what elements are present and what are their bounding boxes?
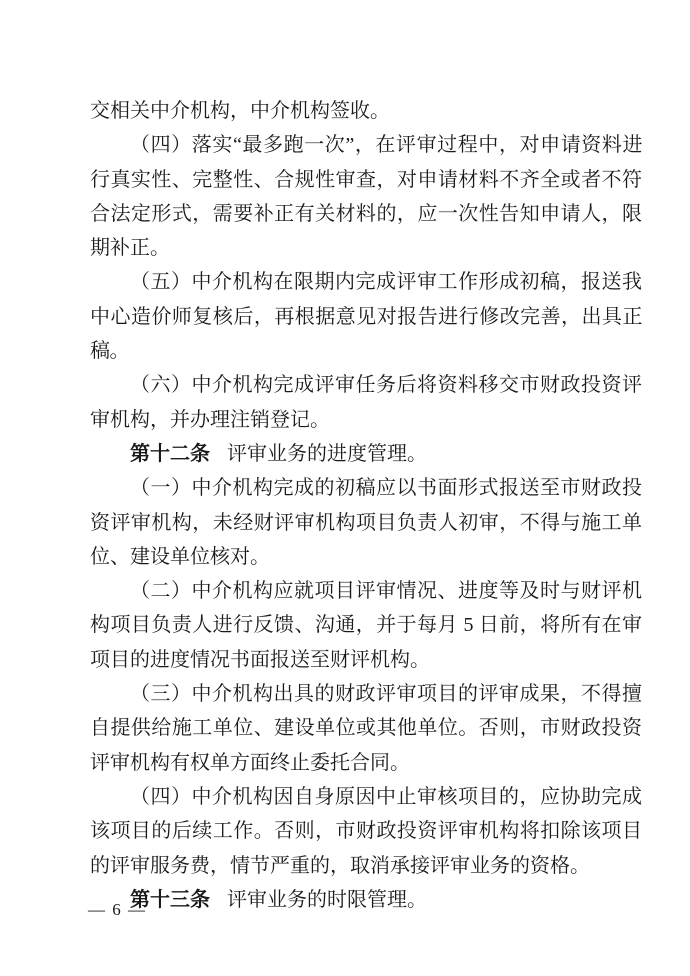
text-line: 该项目的后续工作。否则，市财政投资评审机构将扣除该项目 — [90, 820, 642, 843]
text-line: 合法定形式，需要补正有关材料的，应一次性告知申请人，限 — [90, 202, 642, 225]
text-line: 评审机构有权单方面终止委托合同。 — [90, 751, 410, 774]
text-line: （五）中介机构在限期内完成评审工作形成初稿，报送我 — [130, 271, 642, 294]
text-line: 构项目负责人进行反馈、沟通，并于每月 5 日前，将所有在审 — [90, 614, 642, 637]
text-line: 行真实性、完整性、合规性审查，对申请材料不齐全或者不符 — [90, 168, 642, 191]
text-line — [90, 437, 642, 471]
document-body — [90, 94, 642, 917]
text-line: 期补正。 — [90, 237, 170, 260]
article-number: 第十二条 — [130, 442, 210, 465]
text-line: （四）落实“最多跑一次”，在评审过程中，对申请资料进 — [130, 134, 642, 157]
article-heading — [90, 883, 642, 917]
text-line: 资评审机构，未经财评审机构项目负责人初审，不得与施工单 — [90, 511, 642, 534]
text-line: 交相关中介机构，中介机构签收。 — [90, 100, 390, 122]
article-title: 评审业务的时限管理。 — [227, 888, 427, 911]
paragraph — [90, 368, 642, 437]
page-number: — 6 — — [88, 900, 147, 919]
text-line — [90, 883, 642, 917]
text-line: 项目的进度情况书面报送至财评机构。 — [90, 648, 430, 671]
paragraph — [90, 574, 642, 677]
text-line: （六）中介机构完成评审任务后将资料移交市财政投资评 — [130, 374, 642, 397]
text-line: 中心造价师复核后，再根据意见对报告进行修改完善，出具正稿。 — [90, 305, 642, 363]
text-line: （一）中介机构完成的初稿应以书面形式报送至市财政投 — [130, 477, 642, 500]
text-line: 自提供给施工单位、建设单位或其他单位。否则，市财政投资 — [90, 717, 642, 740]
paragraph — [90, 265, 642, 368]
text-line: 位、建设单位核对。 — [90, 545, 270, 568]
article-title: 评审业务的进度管理。 — [227, 442, 427, 465]
text-line: 的评审服务费，情节严重的，取消承接评审业务的资格。 — [90, 854, 590, 877]
paragraph — [90, 94, 642, 128]
text-line: （二）中介机构应就项目评审情况、进度等及时与财评机 — [130, 580, 642, 603]
text-line: 审机构，并办理注销登记。 — [90, 408, 330, 431]
paragraph — [90, 780, 642, 883]
text-line: （四）中介机构因自身原因中止审核项目的，应协助完成 — [130, 785, 642, 808]
article-number: 第十三条 — [130, 888, 210, 911]
paragraph — [90, 677, 642, 780]
article-heading — [90, 437, 642, 471]
paragraph — [90, 471, 642, 574]
text-line: （三）中介机构出具的财政评审项目的评审成果，不得擅 — [130, 683, 642, 706]
paragraph — [90, 128, 642, 265]
